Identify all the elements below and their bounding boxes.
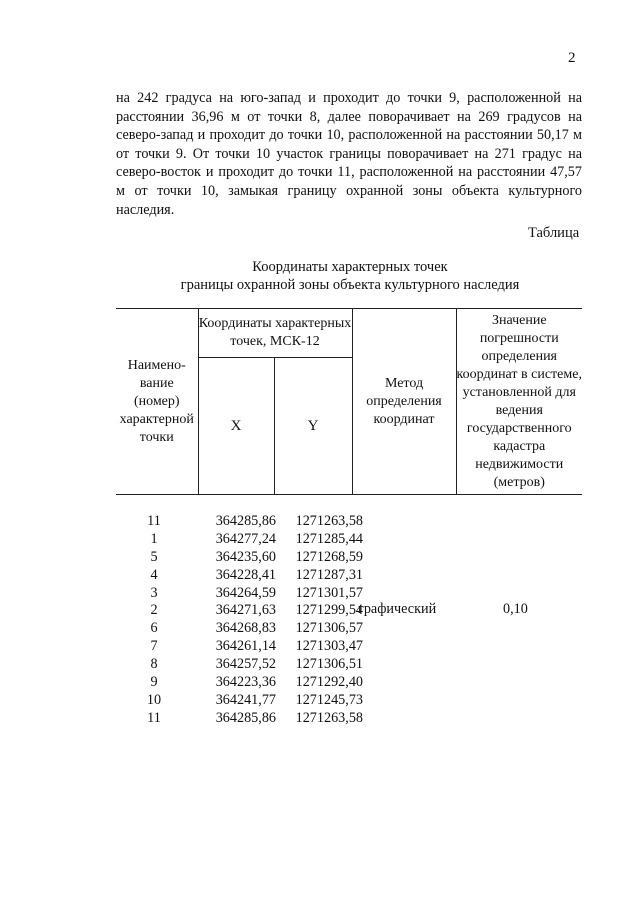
table-row xyxy=(116,549,582,567)
body-paragraph: на 242 градуса на юго-запад и проходит до точки 9, расположенной на расстоянии 36,96 м от точки 8, далее поворачивает на 269 градусов на северо-запад и проходит до точки 10, расположенной на расстоянии 50,17 м от точки 9. От точки 10 участок границы поворачивает на 271 градус на северо-восток и проходит до точки 11, расположенной на расстоянии 47,57 м от точки 10, замыкая границу охранной зоны объекта культурного наследия. xyxy=(116,90,582,218)
x-coordinate: 364223,36 xyxy=(215,674,276,691)
point-number: 9 xyxy=(150,674,158,691)
y-coordinate: 1271263,58 xyxy=(295,513,363,529)
header-method: Метод определения координат xyxy=(352,309,456,495)
table-row xyxy=(116,585,582,603)
point-number: 10 xyxy=(146,691,162,708)
y-coordinate: 1271303,47 xyxy=(295,638,363,655)
y-coordinate: 1271301,57 xyxy=(295,584,363,601)
header-y: Y xyxy=(274,358,352,495)
x-coordinate: 364285,86 xyxy=(215,709,276,726)
table-row xyxy=(116,620,582,638)
point-number: 11 xyxy=(147,709,161,726)
coordinates-table-header xyxy=(116,308,582,495)
x-coordinate: 364271,63 xyxy=(215,602,276,619)
caption-line-1: Координаты характерных точек xyxy=(252,259,448,275)
y-coordinate: 1271268,59 xyxy=(295,548,363,565)
header-x: X xyxy=(198,358,274,495)
point-number: 11 xyxy=(147,513,161,529)
table-caption xyxy=(0,258,640,294)
x-coordinate: 364285,86 xyxy=(215,513,276,529)
point-number: 1 xyxy=(150,530,158,547)
point-number: 7 xyxy=(150,638,158,655)
header-error: Значение погрешности определения координат в системе, установленной для ведения государственного кадастра недвижимости (метров) xyxy=(456,309,582,495)
y-coordinate: 1271285,44 xyxy=(295,530,363,547)
y-coordinate: 1271263,58 xyxy=(295,709,363,726)
point-number: 4 xyxy=(150,566,158,583)
x-coordinate: 364277,24 xyxy=(215,530,276,547)
point-number: 2 xyxy=(150,602,158,619)
y-coordinate: 1271292,40 xyxy=(295,674,363,691)
x-coordinate: 364268,83 xyxy=(215,620,276,637)
table-row xyxy=(116,531,582,549)
point-number: 6 xyxy=(150,620,158,637)
table-row xyxy=(116,674,582,692)
header-coordinates: Координаты характерных точек, МСК-12 xyxy=(198,309,352,358)
caption-line-2: границы охранной зоны объекта культурного наследия xyxy=(180,277,520,293)
method-value: графический xyxy=(358,601,437,617)
x-coordinate: 364264,59 xyxy=(215,584,276,601)
y-coordinate: 1271299,54 xyxy=(295,602,363,619)
table-row xyxy=(116,567,582,585)
table-row xyxy=(116,638,582,656)
x-coordinate: 364257,52 xyxy=(215,656,276,673)
x-coordinate: 364235,60 xyxy=(215,548,276,565)
table-row xyxy=(116,656,582,674)
point-number: 5 xyxy=(150,548,158,565)
y-coordinate: 1271287,31 xyxy=(295,566,363,583)
table-row xyxy=(116,710,582,728)
point-number: 3 xyxy=(150,584,158,601)
x-coordinate: 364261,14 xyxy=(215,638,276,655)
y-coordinate: 1271306,57 xyxy=(295,620,363,637)
point-number: 8 xyxy=(150,656,158,673)
header-point-name: Наимено-вание (номер) характерной точки xyxy=(116,309,198,495)
coordinates-rows xyxy=(116,513,582,728)
x-coordinate: 364241,77 xyxy=(215,691,276,708)
page-number: 2 xyxy=(568,50,576,66)
y-coordinate: 1271306,51 xyxy=(295,656,363,673)
y-coordinate: 1271245,73 xyxy=(295,691,363,708)
x-coordinate: 364228,41 xyxy=(215,566,276,583)
table-row xyxy=(116,692,582,710)
table-label: Таблица xyxy=(528,225,580,241)
error-value: 0,10 xyxy=(503,601,528,617)
table-row xyxy=(116,513,582,531)
